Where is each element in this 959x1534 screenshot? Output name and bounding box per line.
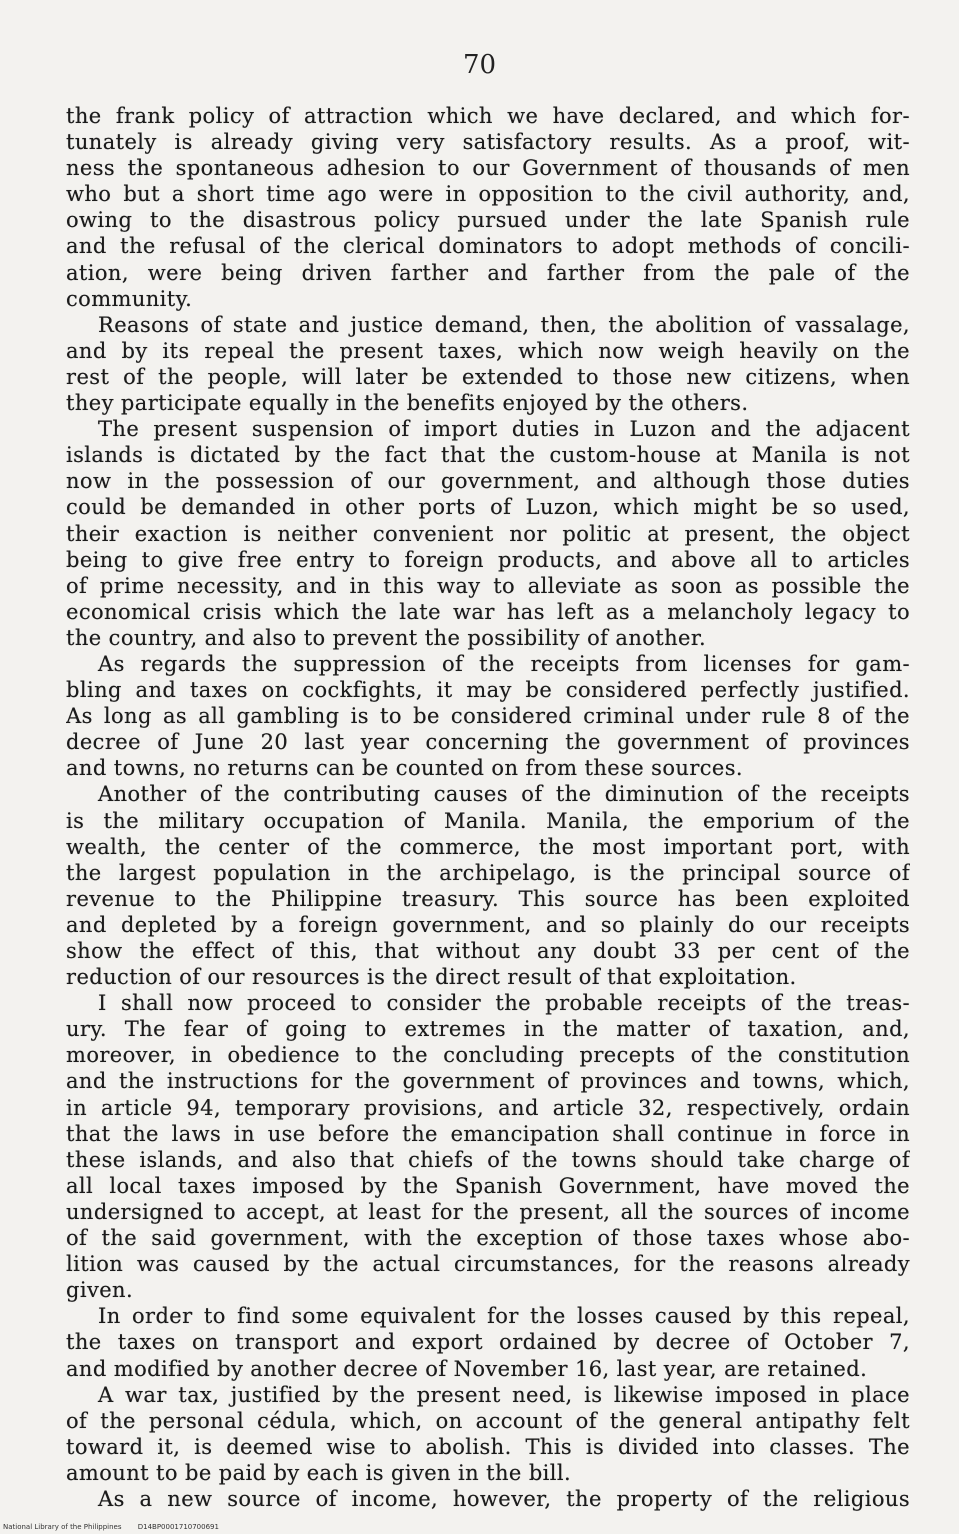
text-line: and by its repeal the present taxes, which now weigh heavily on the	[66, 338, 910, 363]
text-line: tunately is already giving very satisfactory results. As a proof, wit-	[66, 130, 910, 155]
text-line: islands is dictated by the fact that the custom-house at Manila is not	[66, 443, 910, 468]
text-line: in article 94, temporary provisions, and article 32, respectively, ordain	[66, 1095, 910, 1120]
text-line: they participate equally in the benefits enjoyed by the others.	[66, 391, 749, 416]
text-line: who but a short time ago were in opposition to the civil authority, and,	[66, 182, 910, 207]
text-line: show the effect of this, that without any doubt 33 per cent of the	[66, 939, 910, 963]
text-line: that the laws in use before the emancipation shall continue in force in	[66, 1121, 910, 1146]
body-text	[66, 103, 910, 1512]
paragraph	[66, 990, 910, 1303]
footer-credit	[3, 1523, 219, 1532]
text-line: As a new source of income, however, the property of the religious	[98, 1486, 910, 1511]
paragraph	[66, 416, 910, 651]
text-line: The present suspension of import duties in Luzon and the adjacent	[98, 417, 910, 442]
text-line: A war tax, justified by the present need, is likewise imposed in place	[98, 1382, 910, 1407]
text-line: revenue to the Philippine treasury. This source has been exploited	[66, 886, 910, 911]
text-line: rest of the people, will later be extended to those new citizens, when	[66, 364, 910, 389]
text-line: lition was caused by the actual circumstances, for the reasons already	[66, 1252, 910, 1277]
text-line: now in the possession of our government, and although those duties	[66, 469, 910, 494]
text-line: In order to find some equivalent for the losses caused by this repeal,	[98, 1304, 910, 1329]
text-line: ness the spontaneous adhesion to our Government of thousands of men	[66, 156, 910, 181]
text-line: amount to be paid by each is given in the bill.	[66, 1460, 572, 1485]
text-line: wealth, the center of the commerce, the most important port, with	[66, 834, 910, 859]
text-line: decree of June 20 last year concerning the government of provinces	[66, 730, 910, 755]
text-line: the country, and also to prevent the possibility of another.	[66, 625, 707, 650]
footer-item-code: D14BP0001710700691	[137, 1523, 219, 1531]
text-line: the frank policy of attraction which we have declared, and which for-	[66, 104, 910, 128]
text-line: Another of the contributing causes of the diminution of the receipts	[98, 782, 910, 807]
text-line: of prime necessity, and in this way to alleviate as soon as possible the	[66, 573, 910, 598]
text-line: As long as all gambling is to be considered criminal under rule 8 of the	[66, 704, 910, 729]
paragraph	[66, 312, 910, 416]
text-line: of the personal cédula, which, on account of the general antipathy felt	[66, 1408, 910, 1433]
paragraph	[66, 781, 910, 990]
text-line: ury. The fear of going to extremes in the matter of taxation, and,	[66, 1017, 910, 1042]
text-line: and towns, no returns can be counted on from these sources.	[66, 756, 744, 781]
text-line: the largest population in the archipelago, is the principal source of	[66, 860, 910, 885]
text-line: being to give free entry to foreign products, and above all to articles	[66, 547, 910, 572]
text-line: toward it, is deemed wise to abolish. This is divided into classes. The	[66, 1434, 910, 1459]
text-line: and depleted by a foreign government, and so plainly do our receipts	[66, 912, 910, 937]
text-line: is the military occupation of Manila. Manila, the emporium of the	[66, 808, 910, 833]
text-line: and the refusal of the clerical dominators to adopt methods of concili-	[66, 234, 910, 259]
page-number: 70	[462, 50, 497, 80]
text-line: As regards the suppression of the receipts from licenses for gam-	[98, 651, 910, 676]
text-line: reduction of our resources is the direct result of that exploitation.	[66, 965, 797, 990]
text-line: these islands, and also that chiefs of the towns should take charge of	[66, 1147, 910, 1172]
paragraph	[66, 1486, 910, 1512]
text-line: all local taxes imposed by the Spanish Government, have moved the	[66, 1173, 910, 1198]
text-line: their exaction is neither convenient nor politic at present, the object	[66, 521, 910, 546]
text-line: undersigned to accept, at least for the present, all the sources of income	[66, 1199, 910, 1224]
text-line: I shall now proceed to consider the probable receipts of the treas-	[98, 991, 910, 1016]
text-line: ation, were being driven farther and farther from the pale of the	[66, 260, 910, 285]
text-line: the taxes on transport and export ordained by decree of October 7,	[66, 1330, 910, 1355]
paragraph	[66, 1303, 910, 1381]
paragraph	[66, 103, 910, 312]
text-line: and the instructions for the government of provinces and towns, which,	[66, 1069, 910, 1094]
paragraph	[66, 1382, 910, 1486]
text-line: could be demanded in other ports of Luzon, which might be so used,	[66, 495, 910, 520]
footer-library-name: National Library of the Philippines	[3, 1523, 122, 1531]
text-line: and modified by another decree of November 16, last year, are retained.	[66, 1356, 868, 1381]
text-line: given.	[66, 1278, 134, 1303]
text-line: economical crisis which the late war has left as a melancholy legacy to	[66, 599, 910, 624]
text-line: community.	[66, 286, 193, 311]
text-line: of the said government, with the exception of those taxes whose abo-	[66, 1226, 910, 1251]
text-line: moreover, in obedience to the concluding precepts of the constitution	[66, 1043, 910, 1068]
text-line: owing to the disastrous policy pursued under the late Spanish rule	[66, 208, 910, 233]
text-line: bling and taxes on cockfights, it may be considered perfectly justified.	[66, 678, 910, 703]
paragraph	[66, 651, 910, 781]
text-line: Reasons of state and justice demand, then, the abolition of vassalage,	[98, 312, 910, 337]
